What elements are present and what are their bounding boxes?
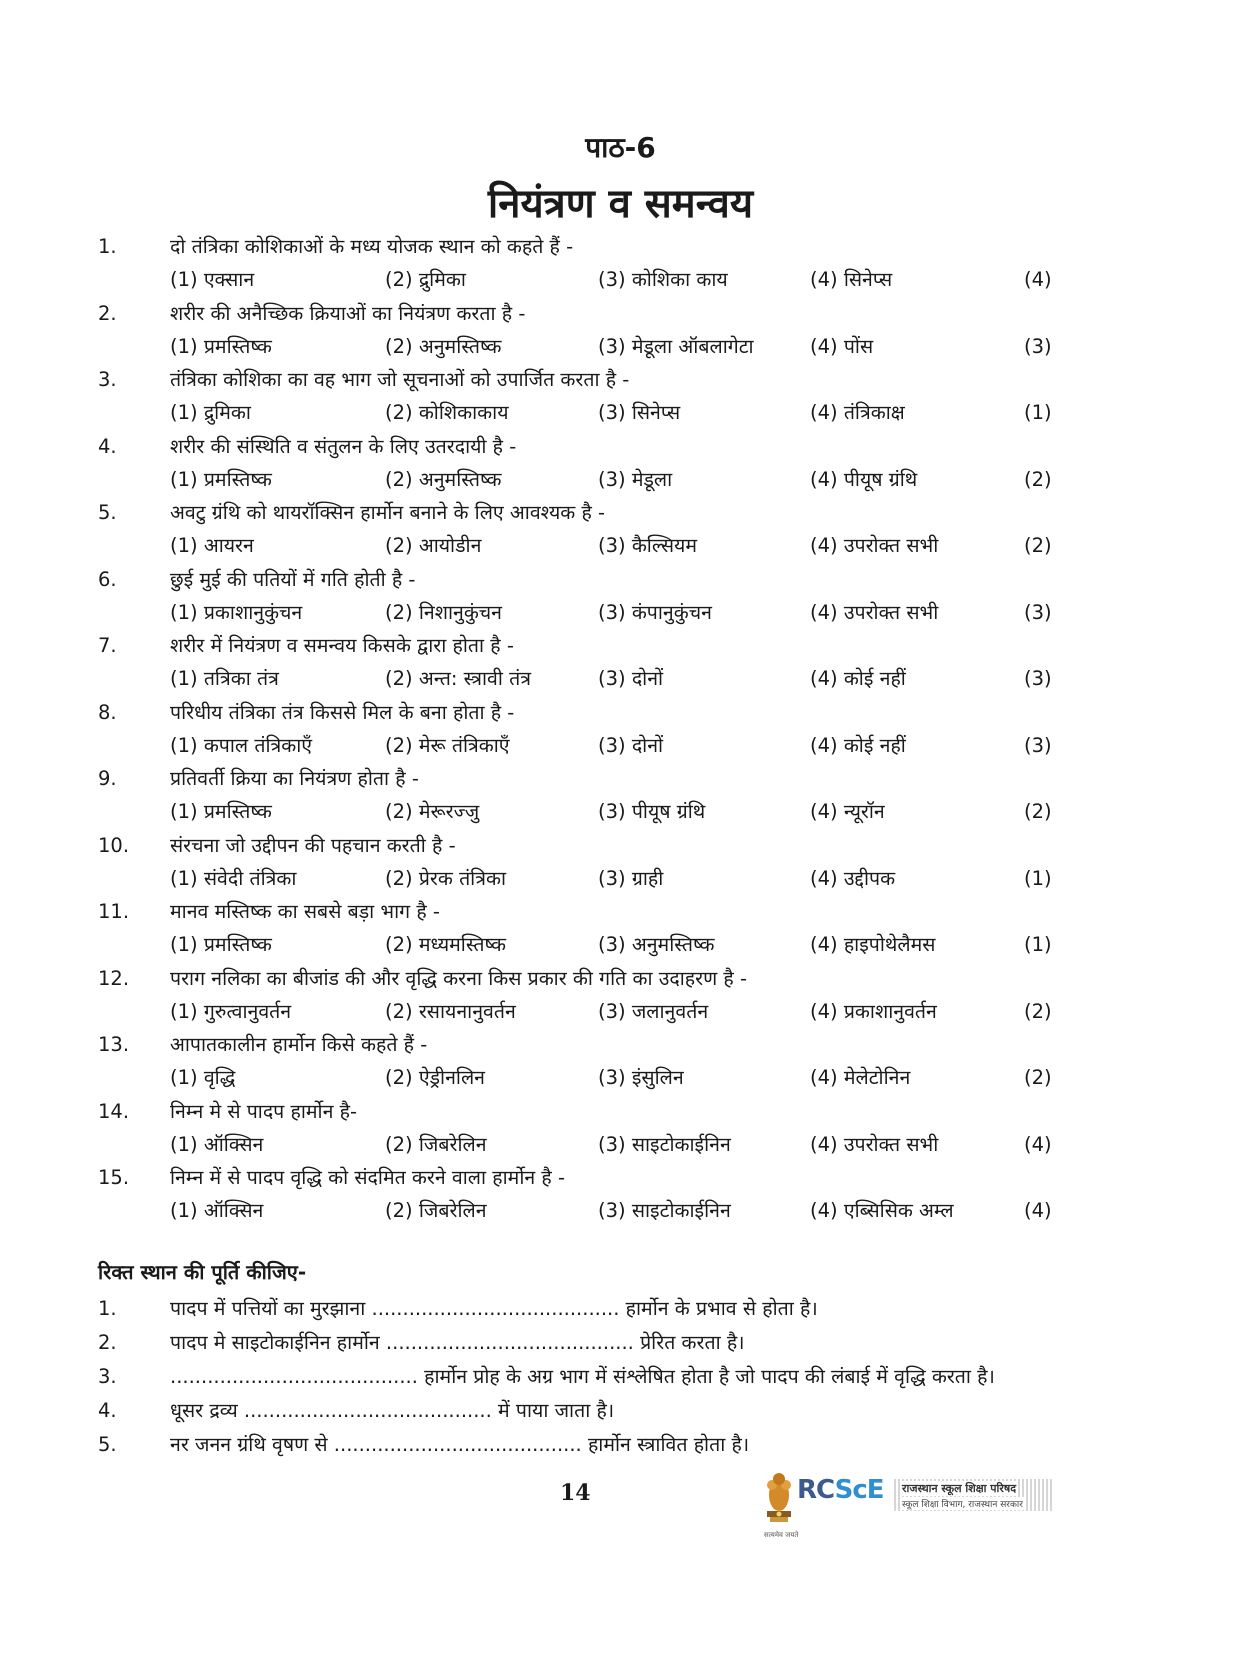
option-4: (4) हाइपोथेलैमस <box>810 933 936 956</box>
option-1: (1) आयरन <box>170 534 254 557</box>
emblem-caption: सत्यमेव जयते <box>764 1531 799 1539</box>
question-number: 6. <box>98 567 117 591</box>
mcq-list <box>98 230 1118 1228</box>
option-1: (1) ऑक्सिन <box>170 1199 264 1222</box>
question-line <box>98 363 1118 396</box>
option-3: (3) इंसुलिन <box>598 1066 684 1089</box>
option-2: (2) मेरू तंत्रिकाएँ <box>385 733 510 757</box>
fill-blank-text: ........................................ हार्मोन प्रोह के अग्र भाग में संश्लेषित होता है जो पादप की लंबाई में वृद्धि करता है। <box>170 1365 995 1388</box>
question-line <box>98 496 1118 529</box>
option-1: (1) द्रुमिका <box>170 401 251 424</box>
question-item <box>98 829 1118 896</box>
question-line <box>98 1028 1118 1061</box>
answer-key: (4) <box>1024 268 1052 291</box>
lesson-number: पाठ-6 <box>585 131 656 164</box>
question-item <box>98 297 1118 364</box>
options-line <box>98 263 1118 296</box>
option-3: (3) अनुमस्तिष्क <box>598 933 715 956</box>
question-line <box>98 962 1118 995</box>
question-item <box>98 962 1118 1029</box>
fill-blank-item <box>98 1394 1198 1428</box>
answer-key: (1) <box>1024 401 1052 424</box>
option-4: (4) प्रकाशानुवर्तन <box>810 999 937 1023</box>
option-3: (3) मेडूला <box>598 467 673 491</box>
options-line <box>98 995 1118 1028</box>
fill-blank-text: पादप मे साइटोकाईनिन हार्मोन ........................................ प्रेरित करता है। <box>170 1331 745 1354</box>
question-text: छुई मुई की पतियों में गति होती है - <box>170 567 416 591</box>
option-3: (3) साइटोकाईनिन <box>598 1132 731 1156</box>
question-number: 12. <box>98 966 130 990</box>
answer-key: (2) <box>1024 1066 1052 1089</box>
option-4: (4) कोई नहीं <box>810 733 906 757</box>
question-text: अवटु ग्रंथि को थायरॉक्सिन हार्मोन बनाने के लिए आवश्यक है - <box>170 501 606 524</box>
option-2: (2) रसायनानुवर्तन <box>385 999 516 1023</box>
option-4: (4) पोंस <box>810 334 874 358</box>
question-text: संरचना जो उद्दीपन की पहचान करती है - <box>170 833 456 857</box>
question-text: शरीर में नियंत्रण व समन्वय किसके द्वारा होता है - <box>170 634 514 657</box>
option-1: (1) गुरुत्वानुवर्तन <box>170 999 292 1023</box>
question-line <box>98 696 1118 729</box>
question-line <box>98 629 1118 662</box>
option-1: (1) प्रमस्तिष्क <box>170 933 272 956</box>
question-item <box>98 563 1118 630</box>
option-3: (3) कंपानुकुंचन <box>598 600 712 624</box>
options-line <box>98 396 1118 429</box>
fill-blank-text: नर जनन ग्रंथि वृषण से ........................................ हार्मोन स्त्रावित होता है। <box>170 1433 750 1456</box>
option-4: (4) मेलेटोनिन <box>810 1066 911 1089</box>
question-number: 2. <box>98 301 117 325</box>
question-item <box>98 629 1118 696</box>
page-number: 14 <box>560 1480 591 1506</box>
question-line <box>98 1095 1118 1128</box>
question-item <box>98 1161 1118 1228</box>
question-text: शरीर की संस्थिति व संतुलन के लिए उतरदायी है - <box>170 434 517 458</box>
question-text: परिधीय तंत्रिका तंत्र किससे मिल के बना होता है - <box>170 700 515 724</box>
question-number: 10. <box>98 833 130 857</box>
question-number: 9. <box>98 767 117 790</box>
option-1: (1) प्रमस्तिष्क <box>170 334 272 358</box>
logo-rc-text: RC <box>797 1475 835 1505</box>
option-1: (1) प्रमस्तिष्क <box>170 800 272 823</box>
fill-blanks-list <box>98 1292 1198 1462</box>
question-item <box>98 1095 1118 1162</box>
option-3: (3) कैल्सियम <box>598 534 698 557</box>
fill-blank-item <box>98 1360 1198 1394</box>
option-4: (4) तंत्रिकाक्ष <box>810 401 905 424</box>
logo-sce-text: ScE <box>834 1475 884 1505</box>
fill-blank-number: 5. <box>98 1433 117 1456</box>
option-1: (1) वृद्धि <box>170 1066 236 1089</box>
org-name: राजस्थान स्कूल शिक्षा परिषद <box>902 1482 1017 1495</box>
option-2: (2) कोशिकाकाय <box>385 401 509 424</box>
option-4: (4) उद्दीपक <box>810 866 896 890</box>
option-3: (3) ग्राही <box>598 866 664 890</box>
national-emblem-icon <box>764 1465 794 1531</box>
question-number: 14. <box>98 1099 130 1123</box>
question-number: 5. <box>98 501 117 524</box>
answer-key: (2) <box>1024 800 1052 823</box>
fill-blank-number: 1. <box>98 1297 117 1320</box>
question-text: मानव मस्तिष्क का सबसे बड़ा भाग है - <box>170 900 440 923</box>
option-3: (3) दोनों <box>598 733 664 757</box>
option-2: (2) आयोडीन <box>385 534 482 557</box>
option-2: (2) अन्त: स्त्रावी तंत्र <box>385 667 531 690</box>
option-1: (1) कपाल तंत्रिकाएँ <box>170 733 313 757</box>
question-line <box>98 895 1118 928</box>
option-3: (3) साइटोकाईनिन <box>598 1199 731 1222</box>
answer-key: (2) <box>1024 467 1052 491</box>
option-1: (1) संवेदी तंत्रिका <box>170 866 297 890</box>
question-line <box>98 829 1118 862</box>
rcsce-wordmark <box>797 1475 884 1505</box>
option-3: (3) जलानुवर्तन <box>598 999 709 1023</box>
option-1: (1) ऑक्सिन <box>170 1132 264 1156</box>
rcsce-logo <box>764 1465 1064 1539</box>
options-line <box>98 928 1118 961</box>
option-4: (4) उपरोक्त सभी <box>810 600 939 624</box>
answer-key: (4) <box>1024 1132 1052 1156</box>
fill-blank-number: 3. <box>98 1365 117 1388</box>
option-1: (1) प्रकाशानुकुंचन <box>170 600 303 624</box>
option-2: (2) जिबरेलिन <box>385 1199 487 1222</box>
fill-blank-item <box>98 1292 1198 1326</box>
option-4: (4) एब्सिसिक अम्ल <box>810 1199 954 1222</box>
fill-blank-text: पादप में पत्तियों का मुरझाना ........................................ हार्मोन के प्रभाव से होता है। <box>170 1297 818 1320</box>
option-3: (3) कोशिका काय <box>598 268 728 291</box>
question-text: शरीर की अनैच्छिक क्रियाओं का नियंत्रण करता है - <box>170 301 526 325</box>
option-2: (2) ऐड्रीनलिन <box>385 1066 486 1089</box>
option-1: (1) एक्सान <box>170 268 255 291</box>
question-number: 13. <box>98 1033 130 1056</box>
option-2: (2) प्रेरक तंत्रिका <box>385 866 507 890</box>
option-2: (2) मध्यमस्तिष्क <box>385 933 507 956</box>
option-4: (4) पीयूष ग्रंथि <box>810 467 918 491</box>
question-text: तंत्रिका कोशिका का वह भाग जो सूचनाओं को उपार्जित करता है - <box>170 368 630 391</box>
question-text: निम्न में से पादप वृद्धि को संदमित करने वाला हार्मोन है - <box>170 1166 565 1189</box>
fill-blank-item <box>98 1428 1198 1462</box>
answer-key: (3) <box>1024 667 1052 690</box>
options-line <box>98 1194 1118 1227</box>
question-line <box>98 1161 1118 1194</box>
question-number: 7. <box>98 634 117 657</box>
option-4: (4) सिनेप्स <box>810 268 893 291</box>
question-line <box>98 762 1118 795</box>
option-3: (3) पीयूष ग्रंथि <box>598 800 706 823</box>
option-4: (4) उपरोक्त सभी <box>810 1132 939 1156</box>
question-number: 8. <box>98 700 117 724</box>
question-text: पराग नलिका का बीजांड की और वृद्धि करना किस प्रकार की गति का उदाहरण है - <box>170 966 748 990</box>
question-item <box>98 1028 1118 1095</box>
question-text: प्रतिवर्ती क्रिया का नियंत्रण होता है - <box>170 767 419 790</box>
options-line <box>98 662 1118 695</box>
question-number: 11. <box>98 900 130 923</box>
answer-key: (3) <box>1024 600 1052 624</box>
answer-key: (2) <box>1024 999 1052 1023</box>
question-line <box>98 430 1118 463</box>
question-item <box>98 696 1118 763</box>
option-2: (2) अनुमस्तिष्क <box>385 334 502 358</box>
options-line <box>98 1128 1118 1161</box>
option-1: (1) प्रमस्तिष्क <box>170 467 272 491</box>
options-line <box>98 463 1118 496</box>
org-subtitle: स्कूल शिक्षा विभाग, राजस्थान सरकार <box>900 1497 1025 1510</box>
option-2: (2) द्रुमिका <box>385 268 466 291</box>
option-2: (2) मेरूरज्जु <box>385 800 480 823</box>
question-item <box>98 363 1118 430</box>
answer-key: (3) <box>1024 733 1052 757</box>
options-line <box>98 596 1118 629</box>
question-text: आपातकालीन हार्मोन किसे कहते हैं - <box>170 1033 428 1056</box>
fill-blank-text: धूसर द्रव्य ........................................ में पाया जाता है। <box>170 1399 615 1422</box>
question-number: 3. <box>98 368 117 391</box>
fill-blank-item <box>98 1326 1198 1360</box>
options-line <box>98 1061 1118 1094</box>
question-item <box>98 895 1118 962</box>
option-2: (2) अनुमस्तिष्क <box>385 467 502 491</box>
options-line <box>98 529 1118 562</box>
answer-key: (4) <box>1024 1199 1052 1222</box>
option-4: (4) उपरोक्त सभी <box>810 534 939 557</box>
options-line <box>98 862 1118 895</box>
question-number: 15. <box>98 1166 130 1189</box>
question-text: दो तंत्रिका कोशिकाओं के मध्य योजक स्थान को कहते हैं - <box>170 235 574 258</box>
question-line <box>98 297 1118 330</box>
option-2: (2) निशानुकुंचन <box>385 600 503 624</box>
answer-key: (1) <box>1024 866 1052 890</box>
option-2: (2) जिबरेलिन <box>385 1132 487 1156</box>
question-text: निम्न मे से पादप हार्मोन है- <box>170 1099 357 1123</box>
question-item <box>98 430 1118 497</box>
question-number: 4. <box>98 434 117 458</box>
fill-blanks-heading: रिक्त स्थान की पूर्ति कीजिए- <box>98 1260 307 1284</box>
question-number: 1. <box>98 235 117 258</box>
question-line <box>98 563 1118 596</box>
answer-key: (1) <box>1024 933 1052 956</box>
fill-blank-number: 2. <box>98 1331 117 1354</box>
option-1: (1) तत्रिका तंत्र <box>170 667 279 690</box>
answer-key: (3) <box>1024 334 1052 358</box>
option-3: (3) मेडूला ऑबलागेटा <box>598 334 754 358</box>
page-title: नियंत्रण व समन्वय <box>487 181 754 227</box>
answer-key: (2) <box>1024 534 1052 557</box>
question-item <box>98 230 1118 297</box>
options-line <box>98 795 1118 828</box>
options-line <box>98 330 1118 363</box>
question-item <box>98 762 1118 829</box>
option-3: (3) दोनों <box>598 667 664 690</box>
options-line <box>98 729 1118 762</box>
option-3: (3) सिनेप्स <box>598 401 681 424</box>
option-4: (4) न्यूरॉन <box>810 800 885 823</box>
question-line <box>98 230 1118 263</box>
fill-blank-number: 4. <box>98 1399 117 1422</box>
question-item <box>98 496 1118 563</box>
option-4: (4) कोई नहीं <box>810 667 906 690</box>
